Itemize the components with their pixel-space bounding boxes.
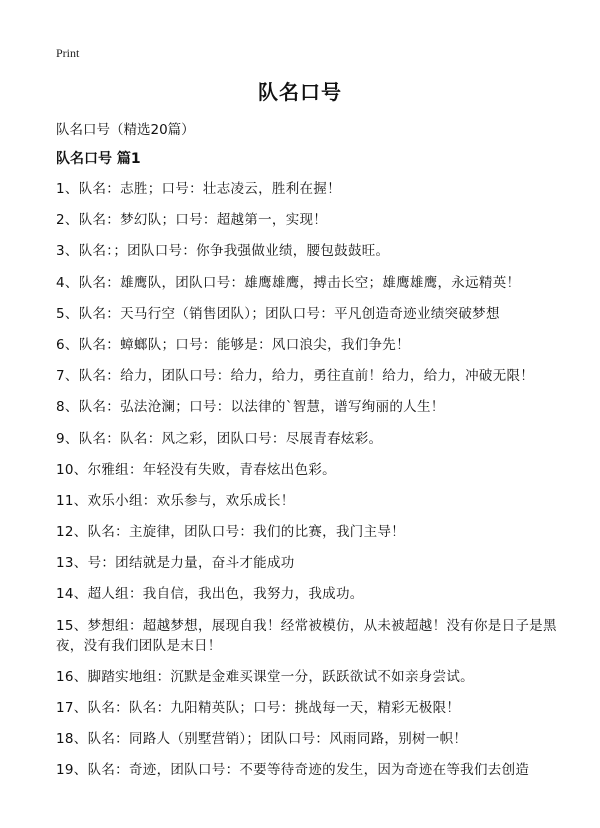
list-item: 16、脚踏实地组：沉默是金难买课堂一分，跃跃欲试不如亲身尝试。 xyxy=(56,668,474,685)
list-item: 12、队名：主旋律，团队口号：我们的比赛，我门主导！ xyxy=(56,524,405,541)
list-item: 11、欢乐小组：欢乐参与，欢乐成长！ xyxy=(56,492,295,509)
list-item: 3、队名：；团队口号：你争我强做业绩，腰包鼓鼓旺。 xyxy=(56,243,390,260)
list-item: 15、梦想组：超越梦想，展现自我！经常被模仿，从未被超越！没有你是日子是黑夜，没有我们团队是末日！ xyxy=(56,617,557,654)
list-item: 1、队名：志胜；口号：壮志凌云，胜利在握！ xyxy=(56,181,341,197)
list-item: 5、队名：天马行空（销售团队）；团队口号：平凡创造奇迹业绩突破梦想 xyxy=(56,305,500,322)
list-item: 9、队名：队名：风之彩，团队口号：尽展青春炫彩。 xyxy=(56,430,383,447)
list-item: 19、队名：奇迹，团队口号：不要等待奇迹的发生，因为奇迹在等我们去创造 xyxy=(56,762,530,779)
print-link[interactable]: Print xyxy=(56,46,80,60)
list-item: 10、尔雅组：年轻没有失败，青春炫出色彩。 xyxy=(56,461,336,478)
list-item: 4、队名：雄鹰队，团队口号：雄鹰雄鹰，搏击长空；雄鹰雄鹰，永远精英！ xyxy=(56,274,521,291)
document-subtitle: 队名口号（精选20篇） xyxy=(56,122,195,138)
list-item: 7、队名：给力，团队口号：给力，给力，勇往直前！给力，给力，冲破无限！ xyxy=(56,368,535,385)
list-item: 17、队名：队名：九阳精英队；口号：挑战每一天，精彩无极限！ xyxy=(56,700,461,716)
list-item: 2、队名：梦幻队；口号：超越第一，实现！ xyxy=(56,212,328,229)
section-heading: 队名口号 篇1 xyxy=(56,151,141,167)
list-item: 13、号：团结就是力量，奋斗才能成功 xyxy=(56,555,295,572)
list-item: 6、队名：蟑螂队；口号：能够是：风口浪尖，我们争先！ xyxy=(56,336,410,353)
list-item: 18、队名：同路人（别墅营销）；团队口号：风雨同路，别树一帜！ xyxy=(56,731,468,748)
list-item: 14、超人组：我自信，我出色，我努力，我成功。 xyxy=(56,586,364,603)
list-item: 8、队名：弘法沧澜；口号：以法律的`智慧，谱写绚丽的人生！ xyxy=(56,399,445,416)
document-title: 队名口号 xyxy=(258,80,342,104)
slogan-list xyxy=(56,179,566,792)
